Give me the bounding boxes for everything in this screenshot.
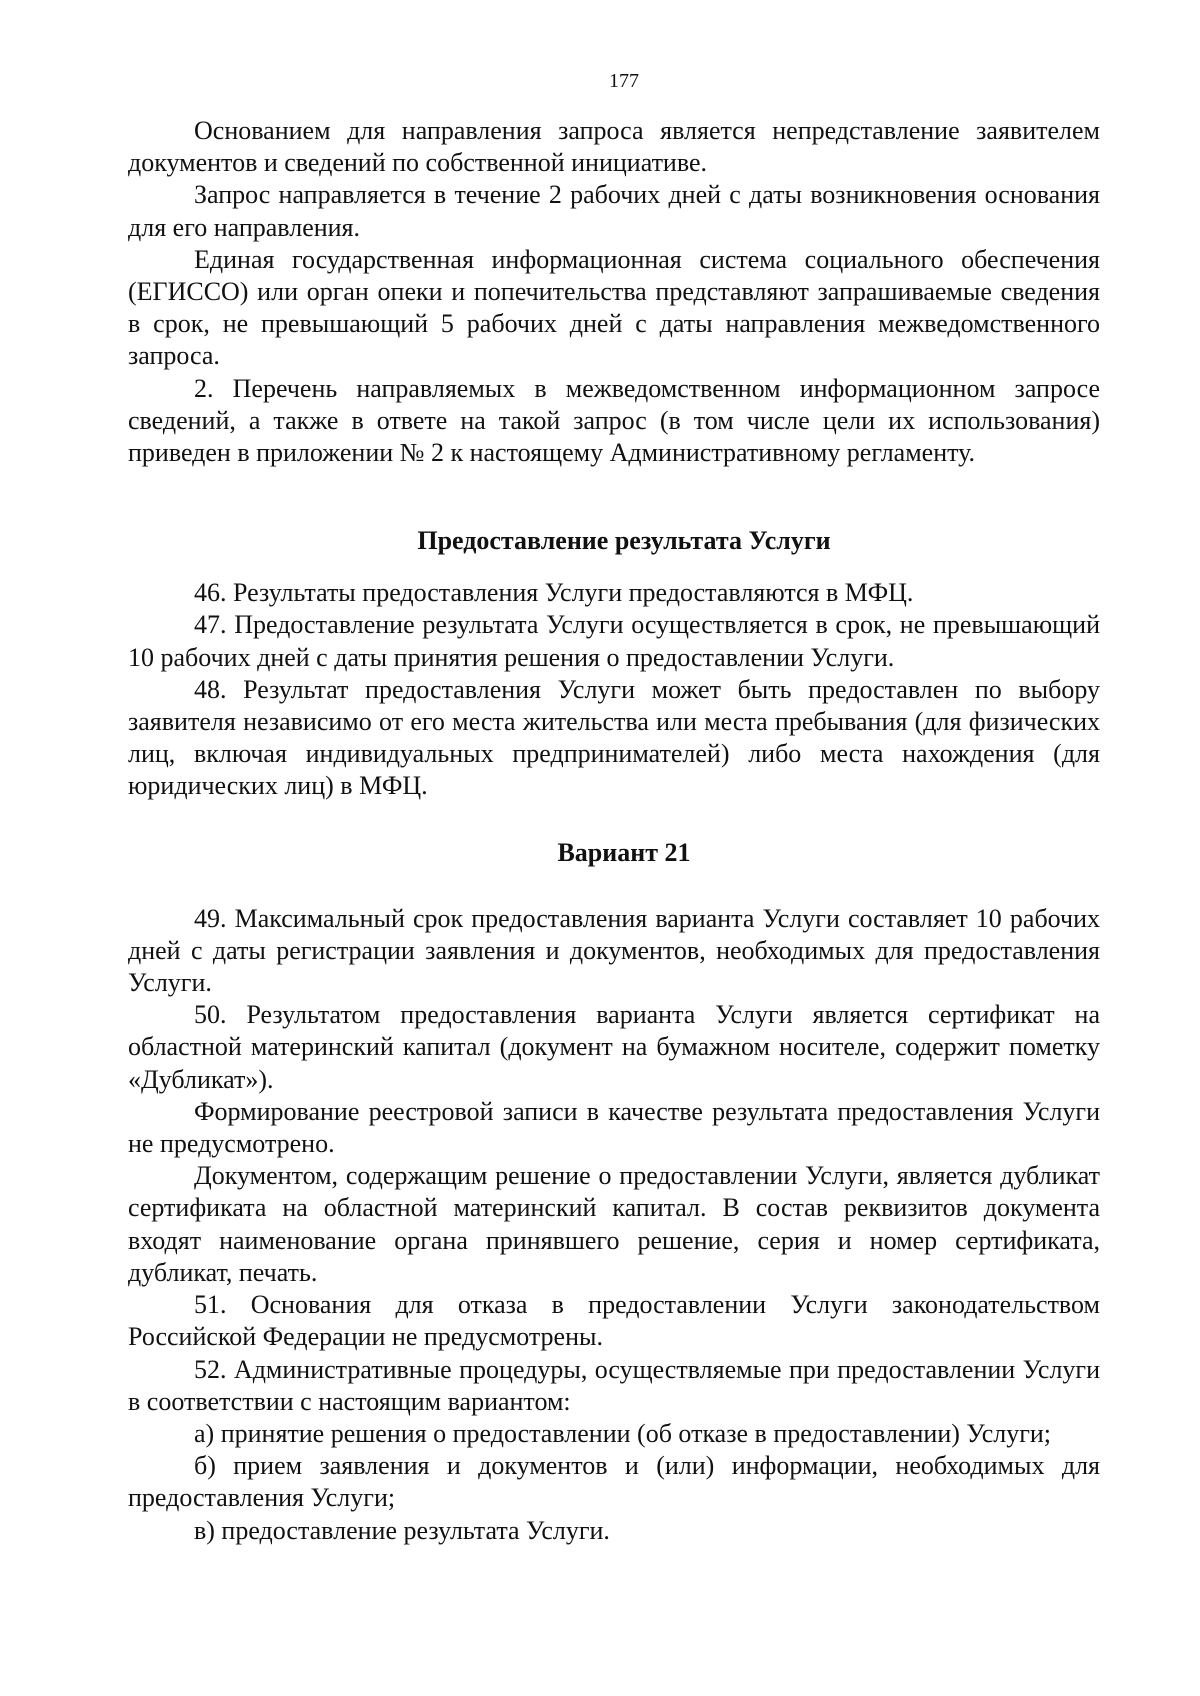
list-item-b: б) прием заявления и документов и (или) информации, необходимых для предоставления Услуги;: [128, 1451, 1100, 1513]
list-item-c: в) предоставление результата Услуги.: [194, 1515, 610, 1545]
paragraph-decision-document: Документом, содержащим решение о предоставлении Услуги, является дубликат сертификата на областной материнский капитал. В состав реквизитов документа входят наименование органа принявшего решение, серия и номер сертификата, дубликат, печать.: [128, 1161, 1100, 1287]
section-heading-variant: Вариант 21: [557, 837, 691, 867]
paragraph-item-49: 49. Максимальный срок предоставления варианта Услуги составляет 10 рабочих дней с даты регистрации заявления и документов, необходимых для предоставления Услуги.: [128, 903, 1100, 998]
paragraph-item-51: 51. Основания для отказа в предоставлении Услуги законодательством Российской Федерации не предусмотрены.: [128, 1290, 1100, 1352]
section-heading-result: Предоставление результата Услуги: [417, 526, 831, 556]
list-item-a: а) принятие решения о предоставлении (об отказе в предоставлении) Услуги;: [194, 1418, 1052, 1448]
paragraph-request-deadline: Запрос направляется в течение 2 рабочих дней с даты возникновения основания для его направления.: [128, 180, 1100, 242]
page-number: 177: [609, 70, 639, 92]
paragraph-item-50: 50. Результатом предоставления варианта Услуги является сертификат на областной материнский капитал (документ на бумажном носителе, содержит пометку «Дубликат»).: [128, 1000, 1100, 1094]
paragraph-item-48: 48. Результат предоставления Услуги может быть предоставлен по выбору заявителя независимо от его места жительства или места пребывания (для физических лиц, включая индивидуальных предпринимателей) либо места нахождения (для юридических лиц) в МФЦ.: [128, 674, 1100, 801]
paragraph-item-2: 2. Перечень направляемых в межведомственном информационном запросе сведений, а также в ответе на такой запрос (в том числе цели их использования) приведен в приложении № 2 к настоящему Административному регламенту.: [128, 373, 1100, 468]
paragraph-egisso: Единая государственная информационная система социального обеспечения (ЕГИССО) или орган опеки и попечительства представляют запрашиваемые сведения в срок, не превышающий 5 рабочих дней с даты направления межведомственного запроса.: [128, 244, 1100, 371]
paragraph-request-basis: Основанием для направления запроса является непредставление заявителем документов и сведений по собственной инициативе.: [128, 116, 1100, 178]
paragraph-registry-record: Формирование реестровой записи в качестве результата предоставления Услуги не предусмотрено.: [128, 1096, 1100, 1159]
paragraph-item-52: 52. Административные процедуры, осуществляемые при предоставлении Услуги в соответствии с настоящим вариантом:: [128, 1354, 1100, 1416]
paragraph-item-46: 46. Результаты предоставления Услуги предоставляются в МФЦ.: [194, 578, 914, 608]
paragraph-item-47: 47. Предоставление результата Услуги осуществляется в срок, не превышающий 10 рабочих дней с даты принятия решения о предоставлении Услуги.: [128, 610, 1100, 672]
